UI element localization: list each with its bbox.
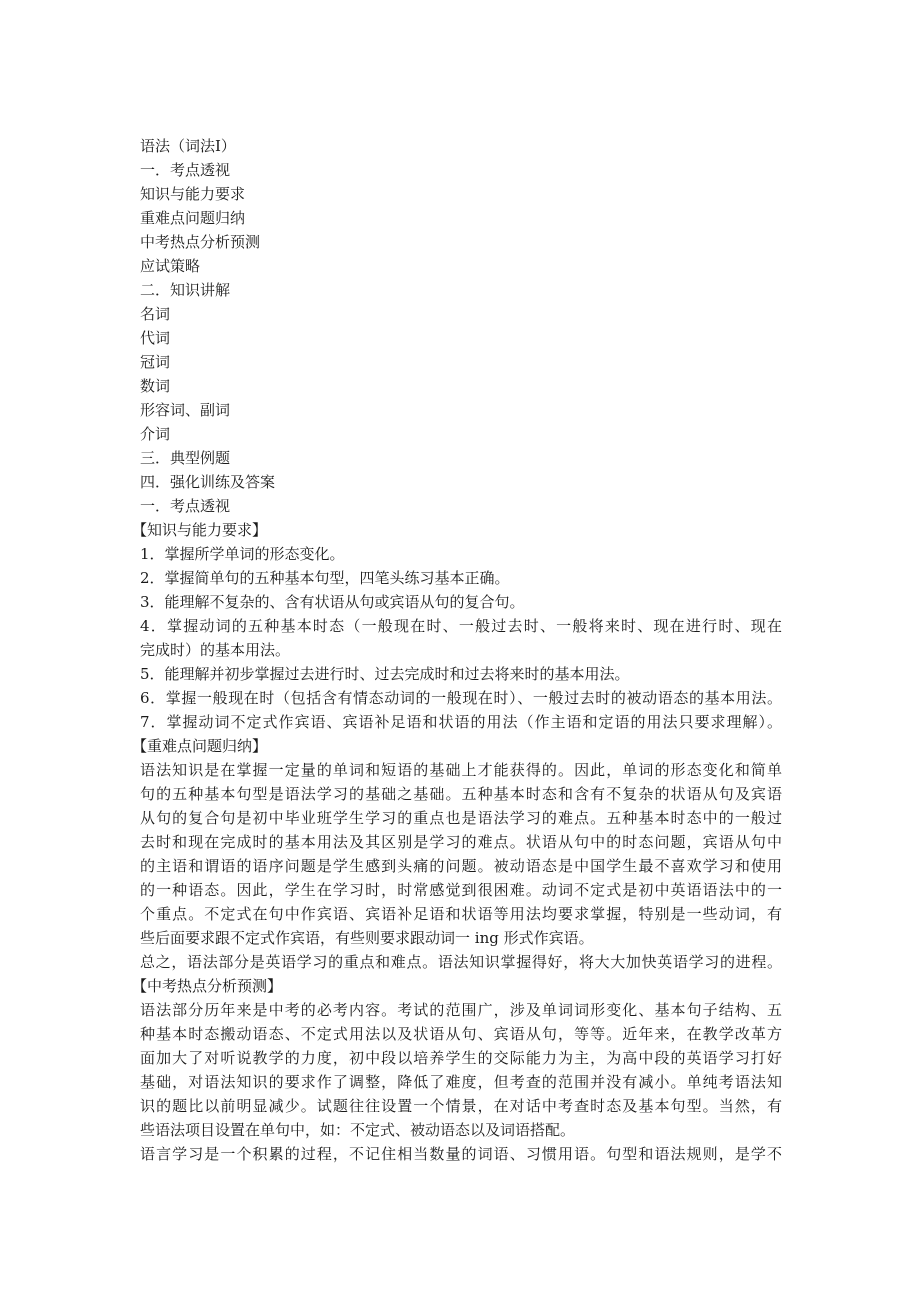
toc-item: 名词	[140, 305, 171, 323]
toc-item: 二．知识讲解	[140, 281, 231, 299]
paragraph-line: 面加大了对听说教学的力度，初中段以培养学生的交际能力为主，为高中段的英语学习打好	[140, 1049, 782, 1067]
paragraph-line: 去时和现在完成时的基本用法及其区别是学习的难点。状语从句中的时态问题，宾语从句中	[140, 833, 782, 851]
paragraph-line: 识的题比以前明显减少。试题往往设置一个情景，在对话中考查时态及基本句型。当然，有	[140, 1097, 782, 1115]
paragraph-line: 些后面要求跟不定式作宾语，有些则要求跟动词一 ing 形式作宾语。	[140, 929, 594, 947]
hotspots-section	[132, 974, 785, 1166]
toc-item: 三．典型例题	[140, 449, 231, 467]
paragraph-line: 些语法项目设置在单句中，如：不定式、被动语态以及词语搭配。	[140, 1121, 576, 1139]
paragraph-line: 从句的复合句是初中毕业班学生学习的重点也是语法学习的难点。五种基本时态中的一般过	[140, 809, 782, 827]
toc-item: 知识与能力要求	[140, 185, 246, 203]
requirement-line: 6．掌握一般现在时（包括含有情态动词的一般现在时）、一般过去时的被动语态的基本用法。	[140, 689, 782, 707]
paragraph-line: 基础，对语法知识的要求作了调整，降低了难度，但考查的范围并没有减小。单纯考语法知	[140, 1073, 782, 1091]
toc-item: 一．考点透视	[140, 161, 231, 179]
paragraph-line: 语法部分历年来是中考的必考内容。考试的范围广，涉及单词词形变化、基本句子结构、五	[140, 1001, 782, 1019]
toc-item: 冠词	[140, 353, 171, 371]
requirement-line: 2．掌握简单句的五种基本句型，四笔头练习基本正确。	[140, 569, 510, 587]
toc-item: 四．强化训练及答案	[140, 473, 276, 491]
section-subheading: 【中考热点分析预测】	[132, 977, 283, 995]
paragraph-line: 语言学习是一个积累的过程，不记住相当数量的词语、习惯用语。句型和语法规则，是学不	[140, 1145, 782, 1163]
toc-item: 重难点问题归纳	[140, 209, 246, 227]
toc-item: 形容词、副词	[140, 401, 231, 419]
paragraph-line: 个重点。不定式在句中作宾语、宾语补足语和状语等用法均要求掌握，特别是一些动词，有	[140, 905, 782, 923]
requirement-line: 完成时）的基本用法。	[140, 641, 291, 659]
toc-item: 介词	[140, 425, 171, 443]
table-of-contents	[140, 158, 785, 494]
paragraph-line: 的主语和谓语的语序问题是学生感到头痛的问题。被动语态是中国学生最不喜欢学习和使用	[140, 857, 782, 875]
requirement-line: 4．掌握动词的五种基本时态（一般现在时、一般过去时、一般将来时、现在进行时、现在	[140, 617, 782, 635]
paragraph-line: 的一种语态。因此，学生在学习时，时常感觉到很困难。动词不定式是初中英语语法中的一	[140, 881, 782, 899]
document-title: 语法（词法Ⅰ）	[140, 137, 236, 155]
requirement-line: 7．掌握动词不定式作宾语、宾语补足语和状语的用法（作主语和定语的用法只要求理解）。	[140, 713, 782, 731]
paragraph-line: 语法知识是在掌握一定量的单词和短语的基础上才能获得的。因此，单词的形态变化和简单	[140, 761, 782, 779]
section-subheading: 【知识与能力要求】	[132, 521, 268, 539]
paragraph-line: 总之，语法部分是英语学习的重点和难点。语法知识掌握得好，将大大加快英语学习的进程。	[140, 953, 782, 971]
section-heading: 一．考点透视	[140, 497, 231, 515]
requirement-line: 1．掌握所学单词的形态变化。	[140, 545, 345, 563]
toc-item: 中考热点分析预测	[140, 233, 261, 251]
document-page	[132, 134, 785, 1166]
section-subheading: 【重难点问题归纳】	[132, 737, 268, 755]
knowledge-section	[132, 518, 785, 734]
requirement-line: 3．能理解不复杂的、含有状语从句或宾语从句的复合句。	[140, 593, 525, 611]
toc-item: 数词	[140, 377, 171, 395]
toc-item: 代词	[140, 329, 171, 347]
paragraph-line: 种基本时态搬动语态、不定式用法以及状语从句、宾语从句，等等。近年来，在教学改革方	[140, 1025, 782, 1043]
difficulties-section	[132, 734, 785, 974]
toc-item: 应试策略	[140, 257, 201, 275]
requirement-line: 5．能理解并初步掌握过去进行时、过去完成时和过去将来时的基本用法。	[140, 665, 630, 683]
paragraph-line: 句的五种基本句型是语法学习的基础之基础。五种基本时态和含有不复杂的状语从句及宾语	[140, 785, 782, 803]
